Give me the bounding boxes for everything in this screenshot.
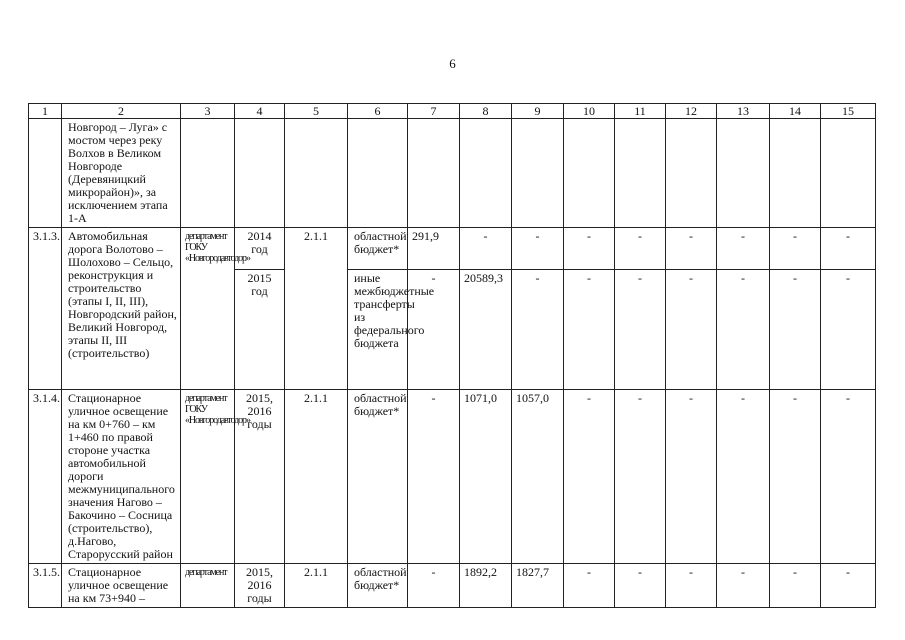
funding-cell: иные межбюджетные трансферты из федерального бюджета bbox=[348, 270, 408, 390]
column-header: 11 bbox=[615, 104, 666, 119]
value-cell: - bbox=[821, 390, 876, 564]
column-header: 15 bbox=[821, 104, 876, 119]
executor-cell: департамент ГОКУ «Новгородавтодор» bbox=[181, 390, 235, 564]
value-cell bbox=[770, 119, 821, 228]
value-cell: - bbox=[821, 564, 876, 608]
column-header: 1 bbox=[29, 104, 62, 119]
table-row bbox=[29, 564, 876, 608]
period-cell: 2015 год bbox=[235, 270, 285, 390]
column-header: 6 bbox=[348, 104, 408, 119]
column-header: 14 bbox=[770, 104, 821, 119]
value-cell: - bbox=[615, 228, 666, 270]
row-number-cell: 3.1.4. bbox=[29, 390, 62, 564]
value-cell: - bbox=[564, 270, 615, 390]
value-cell: 20589,3 bbox=[460, 270, 512, 390]
column-header: 5 bbox=[285, 104, 348, 119]
value-cell: - bbox=[666, 228, 717, 270]
column-header: 9 bbox=[512, 104, 564, 119]
column-header: 10 bbox=[564, 104, 615, 119]
value-cell bbox=[821, 119, 876, 228]
task-cell bbox=[285, 119, 348, 228]
value-cell: - bbox=[821, 270, 876, 390]
value-cell: - bbox=[408, 390, 460, 564]
value-cell bbox=[460, 119, 512, 228]
value-cell: - bbox=[408, 564, 460, 608]
value-cell: - bbox=[821, 228, 876, 270]
activity-name-cell: Автомобильная дорога Волотово – Шолохово – Сельцо, реконструкция и строительство (этапы I, II, III), Новгородский район, Великий Новгород, этапы II, III (строительство) bbox=[62, 228, 181, 390]
activity-name-cell: Стационарное уличное освещение на км 0+760 – км 1+460 по правой стороне участка автомобильной дороги межмуниципального значения Нагово – Бакочино – Сосница (строительство), д.Нагово, Старорусский район bbox=[62, 390, 181, 564]
task-cell: 2.1.1 bbox=[285, 390, 348, 564]
value-cell: - bbox=[770, 390, 821, 564]
funding-cell: областной бюджет* bbox=[348, 228, 408, 270]
table-row bbox=[29, 390, 876, 564]
period-cell: 2015, 2016 годы bbox=[235, 390, 285, 564]
value-cell: - bbox=[717, 228, 770, 270]
value-cell: - bbox=[512, 270, 564, 390]
table-row bbox=[29, 119, 876, 228]
table-row bbox=[29, 228, 876, 270]
executor-cell: департамент bbox=[181, 564, 235, 608]
value-cell: 291,9 bbox=[408, 228, 460, 270]
value-cell: 1892,2 bbox=[460, 564, 512, 608]
period-cell: 2015, 2016 годы bbox=[235, 564, 285, 608]
column-header: 4 bbox=[235, 104, 285, 119]
value-cell: - bbox=[770, 564, 821, 608]
executor-cell: департамент ГОКУ «Новгородавтодор» bbox=[181, 228, 235, 390]
value-cell: - bbox=[717, 390, 770, 564]
value-cell: - bbox=[615, 270, 666, 390]
value-cell: - bbox=[615, 564, 666, 608]
value-cell: 1057,0 bbox=[512, 390, 564, 564]
value-cell: 1827,7 bbox=[512, 564, 564, 608]
row-number-cell: 3.1.3. bbox=[29, 228, 62, 390]
value-cell bbox=[564, 119, 615, 228]
row-number-cell bbox=[29, 119, 62, 228]
funding-cell bbox=[348, 119, 408, 228]
value-cell: - bbox=[770, 270, 821, 390]
value-cell bbox=[512, 119, 564, 228]
funding-cell: областной бюджет* bbox=[348, 390, 408, 564]
value-cell: - bbox=[408, 270, 460, 390]
page-number: 6 bbox=[449, 56, 456, 71]
activity-name-cell: Новгород – Луга» с мостом через реку Волхов в Великом Новгороде (Деревяницкий микрорайон)», за исключением этапа 1-А bbox=[62, 119, 181, 228]
program-table bbox=[28, 103, 876, 608]
value-cell: - bbox=[666, 564, 717, 608]
value-cell: - bbox=[564, 390, 615, 564]
column-header: 3 bbox=[181, 104, 235, 119]
value-cell: - bbox=[564, 228, 615, 270]
value-cell: - bbox=[666, 390, 717, 564]
value-cell bbox=[615, 119, 666, 228]
value-cell: - bbox=[512, 228, 564, 270]
value-cell bbox=[717, 119, 770, 228]
executor-cell bbox=[181, 119, 235, 228]
funding-cell: областной бюджет* bbox=[348, 564, 408, 608]
value-cell: - bbox=[615, 390, 666, 564]
value-cell bbox=[408, 119, 460, 228]
value-cell: - bbox=[770, 228, 821, 270]
column-header: 8 bbox=[460, 104, 512, 119]
column-header: 7 bbox=[408, 104, 460, 119]
column-number-row bbox=[29, 104, 876, 119]
value-cell: - bbox=[717, 270, 770, 390]
row-number-cell: 3.1.5. bbox=[29, 564, 62, 608]
value-cell: - bbox=[564, 564, 615, 608]
value-cell: - bbox=[460, 228, 512, 270]
column-header: 13 bbox=[717, 104, 770, 119]
activity-name-cell: Стационарное уличное освещение на км 73+940 – bbox=[62, 564, 181, 608]
column-header: 12 bbox=[666, 104, 717, 119]
task-cell: 2.1.1 bbox=[285, 228, 348, 390]
value-cell bbox=[666, 119, 717, 228]
value-cell: 1071,0 bbox=[460, 390, 512, 564]
period-cell bbox=[235, 119, 285, 228]
column-header: 2 bbox=[62, 104, 181, 119]
value-cell: - bbox=[666, 270, 717, 390]
value-cell: - bbox=[717, 564, 770, 608]
task-cell: 2.1.1 bbox=[285, 564, 348, 608]
period-cell: 2014 год bbox=[235, 228, 285, 270]
